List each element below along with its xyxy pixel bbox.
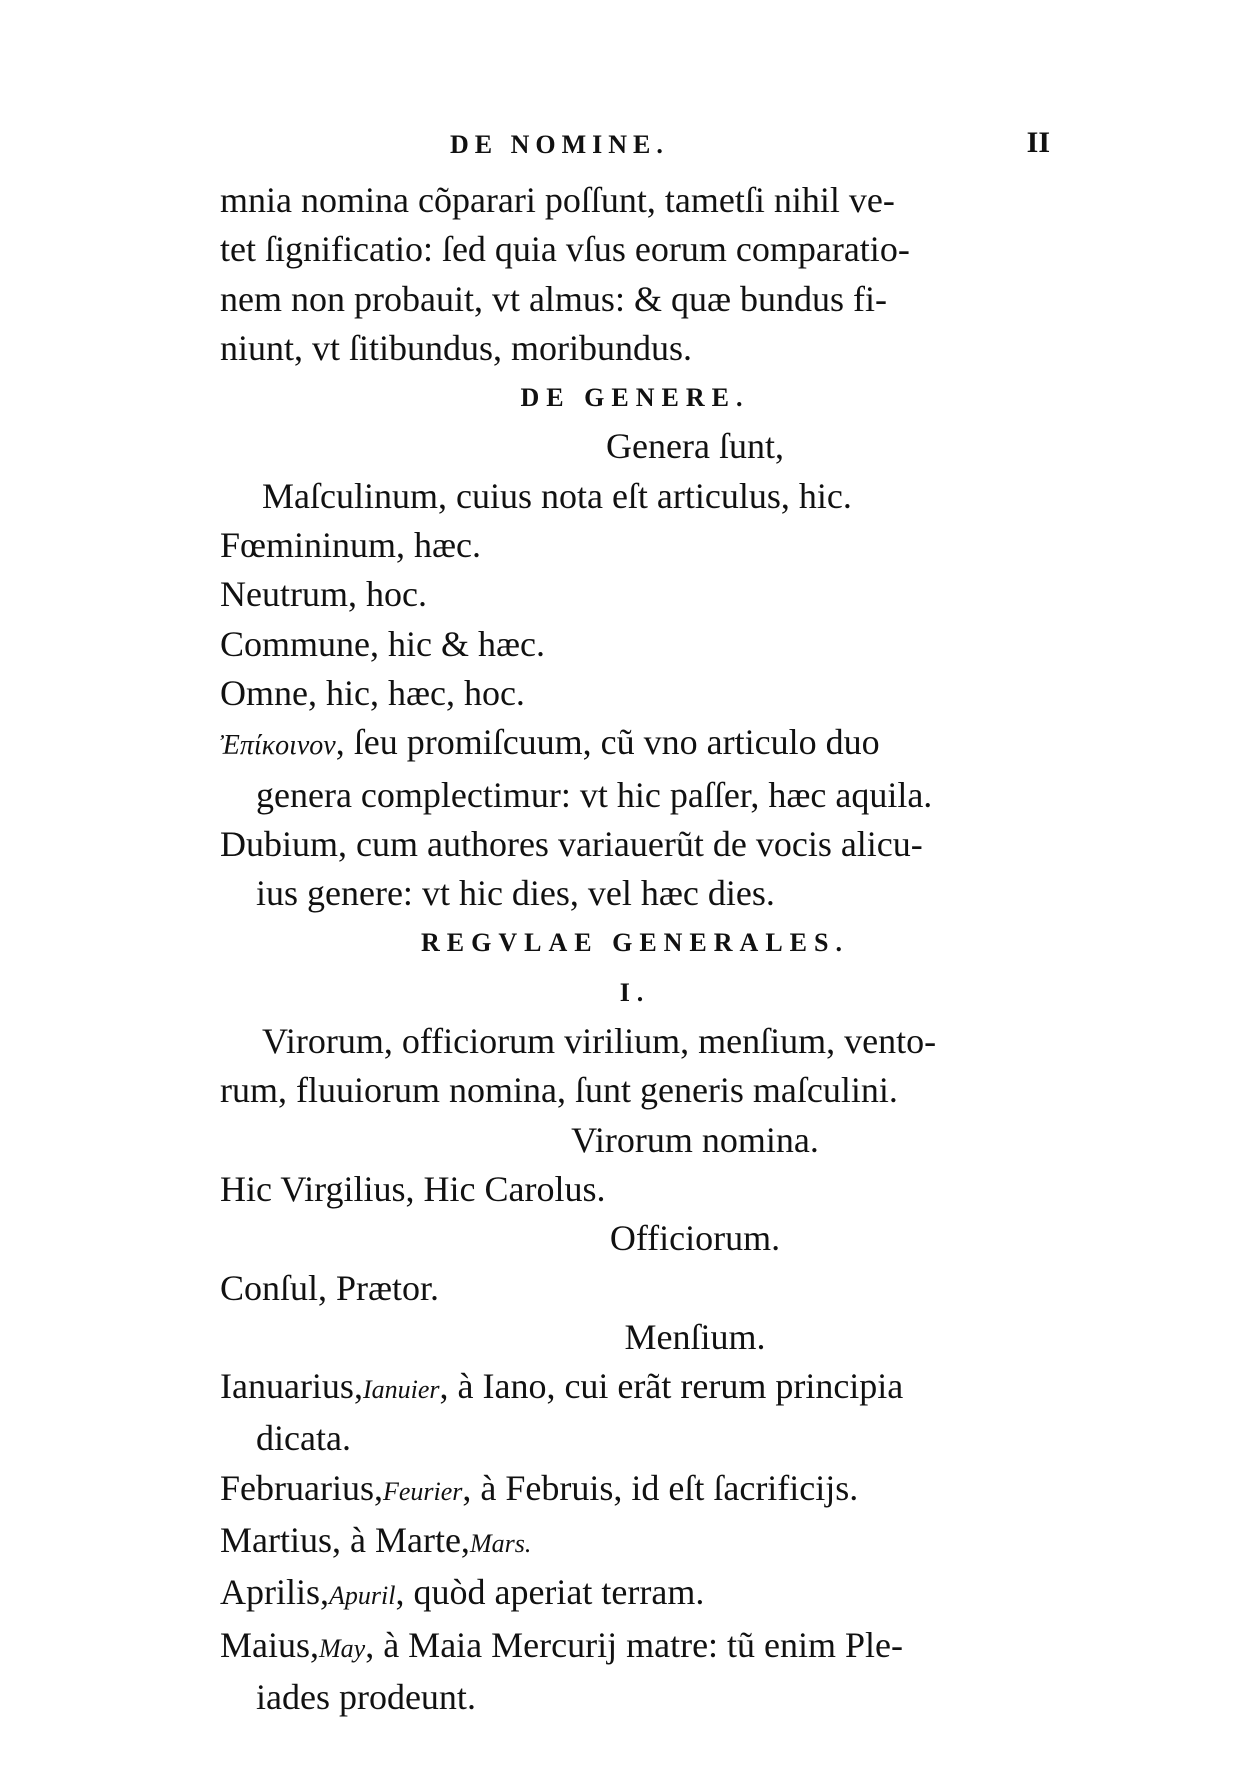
text-run: Aprilis, [220,1572,330,1613]
text-line: niunt, vt ſitibundus, moribundus. [220,327,693,368]
text-line [220,1621,1050,1673]
subheading-virorum: Virorum nomina. [571,1119,819,1160]
text-line: mnia nomina cõparari poſſunt, tametſi nihil ve- [220,180,895,220]
text-run: , à Februis, id eſt ſacrificijs. [462,1467,859,1508]
text-line: Hic Virgilius, Hic Carolus. [220,1168,606,1209]
page-number: II [1026,126,1050,159]
text-line: tet ſignificatio: ſed quia vſus eorum comparatio- [220,229,910,270]
text-line: Commune, hic & hæc. [220,623,545,664]
section-heading-regulae: REGVLAE GENERALES. [421,928,849,958]
text-line: Maſculinum, cuius nota eſt articulus, hic. [262,475,852,516]
text-line: iades prodeunt. [256,1676,476,1717]
text-run: Maius, [220,1624,319,1665]
text-line: rum, fluuiorum nomina, ſunt generis maſculini. [220,1070,898,1111]
text-run: Februarius, [220,1467,383,1508]
page-body [220,176,1050,1722]
french-gloss: Feurier [382,1476,463,1506]
text-run: Martius, à Marte, [220,1520,470,1561]
text-run: , quòd aperiat terram. [395,1572,705,1613]
text-line: Neutrum, hoc. [220,574,427,615]
text-line [220,718,1050,770]
text-line: Omne, hic, hæc, hoc. [220,672,525,713]
text-run: , ſeu promiſcuum, cũ vno articulo duo [335,722,880,763]
french-gloss: May [319,1633,366,1663]
greek-term: Ἐπίκοινον [220,730,336,762]
text-line [220,1516,1050,1568]
subheading-genera-sunt: Genera ſunt, [606,426,784,467]
french-gloss: Ianuier [362,1375,440,1405]
page-header [220,122,1050,162]
text-line [220,1464,1050,1516]
text-line: Fœmininum, hæc. [220,525,482,566]
french-gloss: Apuril [329,1581,396,1611]
text-line: nem non probauit, vt almus: & quæ bundus fi- [220,278,887,319]
text-run: , à Maia Mercurij matre: tũ enim Ple- [365,1624,904,1665]
running-head: DE NOMINE. [450,130,669,159]
french-gloss: Mars. [469,1529,532,1559]
text-line: genera complectimur: vt hic paſſer, hæc aquila. [256,774,933,815]
text-line: ius genere: vt hic dies, vel hæc dies. [256,873,775,914]
text-line: Dubium, cum authores variauerũt de vocis alicu- [220,823,923,864]
rule-number: I. [619,977,651,1007]
text-line: dicata. [256,1418,351,1459]
book-page [220,0,1050,1786]
subheading-mensium: Menſium. [624,1316,766,1357]
subheading-officiorum: Officiorum. [609,1218,781,1259]
text-line: Virorum, officiorum virilium, menſium, vento- [262,1021,937,1062]
text-line [220,1362,1050,1414]
section-heading-de-genere: DE GENERE. [520,383,750,413]
text-line: Conſul, Prætor. [220,1267,440,1308]
text-line [220,1568,1050,1620]
text-run: Ianuarius, [220,1366,363,1407]
text-run: , à Iano, cui erãt rerum principia [439,1366,904,1407]
